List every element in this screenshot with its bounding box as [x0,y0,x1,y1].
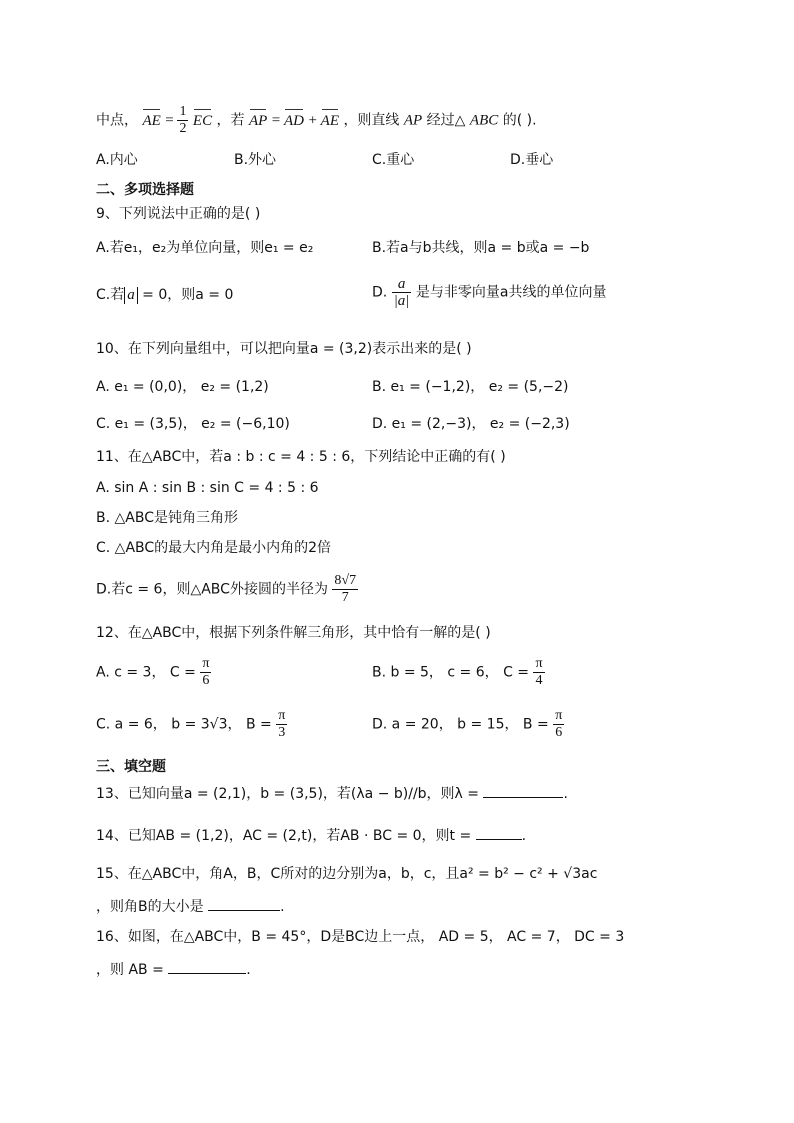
triangle-abc: ABC [469,112,499,129]
q8-suffix-2: 经过△ [426,112,466,129]
circumradius-fraction [332,573,358,606]
angle-fraction [276,708,287,741]
q11-option-a: A. sin A : sin B : sin C = 4 : 5 : 6 [96,480,319,496]
q8-suffix-1: ，则直线 [343,112,404,129]
fraction-denominator: |a| [393,293,410,309]
angle-fraction [533,656,544,689]
q8-stem-tail [96,104,537,137]
q10-option-d: D. e₁ = (2,−3)， e₂ = (−2,3) [372,416,570,432]
q12-option-a [96,656,211,689]
fraction-numerator: π [535,656,543,671]
period: . [280,899,285,915]
q8-option-d: D.垂心 [510,152,554,168]
vector-ad: AD [283,112,304,129]
q16-text: ，则 AB = [96,962,164,978]
q9-option-b: B.若a与b共线，则a = b或a = −b [372,240,590,256]
fraction-numerator: 8√7 [334,573,357,588]
q8-option-a: A.内心 [96,152,138,168]
vector-ae: AE [142,112,161,129]
q12-c-prefix: C. a = 6， b = 3√3， B = [96,716,272,733]
q16-answer-blank[interactable] [168,959,246,974]
q14 [96,825,526,846]
q12-option-b [372,656,545,689]
q15-line-2 [96,896,285,917]
q9-d-suffix: 是与非零向量a共线的单位向量 [415,284,607,301]
fraction-numerator: a [392,276,412,293]
q8-prefix: 中点， [96,112,138,129]
q9-option-c [96,284,233,304]
fraction-numerator: π [278,708,286,723]
q12-a-prefix: A. c = 3， C = [96,664,196,681]
angle-fraction [553,708,564,741]
q9-c-suffix: = 0，则a = 0 [137,287,234,303]
q13-answer-blank[interactable] [483,783,563,798]
fraction-denominator: 6 [202,673,210,688]
q12-stem: 12、在△ABC中，根据下列条件解三角形，其中恰有一解的是( ) [96,625,491,641]
q12-d-prefix: D. a = 20， b = 15， B = [372,716,549,733]
equals-sign: = [271,112,284,129]
q15-line-1: 15、在△ABC中，角A，B，C所对的边分别为a，b，c，且a² = b² − c² + √3ac [96,866,598,882]
q9-c-prefix: C.若 [96,287,125,303]
q12-option-d [372,708,564,741]
q11-option-d [96,573,358,606]
period: . [521,828,527,844]
q10-stem: 10、在下列向量组中，可以把向量a = (3,2)表示出来的是( ) [96,341,472,357]
q13-text: 13、已知向量a = (2,1)，b = (3,5)，若(λa − b)//b，则λ = [96,786,480,802]
vector-ec: EC [192,112,213,129]
q11-stem: 11、在△ABC中，若a : b : c = 4 : 5 : 6，下列结论中正确的有( ) [96,449,506,465]
period: . [246,962,251,978]
q9-option-d [372,276,606,309]
q9-d-prefix: D. [372,284,388,301]
q10-option-a: A. e₁ = (0,0)， e₂ = (1,2) [96,379,269,395]
q16-line-2 [96,959,251,980]
q8-mid-text: ，若 [216,112,249,129]
plus-sign: + [308,112,321,129]
vector-ae-2: AE [320,112,339,129]
q12-option-c [96,708,287,741]
fraction-one-half [177,104,188,137]
q8-option-b: B.外心 [234,152,277,168]
q13 [96,783,568,804]
q12-b-prefix: B. b = 5， c = 6， C = [372,664,530,681]
fraction-denominator: 4 [535,673,543,688]
q10-option-c: C. e₁ = (3,5)， e₂ = (−6,10) [96,416,290,432]
section-heading-fill-in: 三、填空题 [96,759,166,775]
fraction-denominator: 6 [555,725,563,740]
q11-option-c: C. △ABC的最大内角是最小内角的2倍 [96,540,332,556]
unit-vector-fraction [392,276,412,309]
line-ap: AP [403,112,423,129]
vector-ap: AP [248,112,268,129]
q10-option-b: B. e₁ = (−1,2)， e₂ = (5,−2) [372,379,569,395]
q11-option-b: B. △ABC是钝角三角形 [96,510,238,526]
q9-option-a: A.若e₁，e₂为单位向量，则e₁ = e₂ [96,240,314,256]
fraction-denominator: 7 [341,590,349,605]
fraction-denominator: 2 [179,121,187,136]
section-heading-multiple-choice: 二、多项选择题 [96,182,194,198]
fraction-denominator: 3 [278,725,286,740]
fraction-numerator: 1 [179,104,187,119]
q14-answer-blank[interactable] [476,825,522,840]
q14-text: 14、已知AB = (1,2)，AC = (2,t)，若AB · BC = 0，则t = [96,828,472,844]
q8-suffix-3: 的( ). [502,112,537,129]
q11-d-prefix: D.若c = 6，则△ABC外接圆的半径为 [96,581,328,598]
abs-vector-a: a [124,287,138,304]
equals-sign: = [165,112,178,129]
q16-line-1: 16、如图，在△ABC中，B = 45°，D是BC边上一点， AD = 5， AC = 7， DC = 3 [96,929,625,945]
period: . [563,786,568,802]
fraction-numerator: π [555,708,563,723]
fraction-numerator: π [202,656,210,671]
q15-answer-blank[interactable] [208,896,280,911]
q8-option-c: C.重心 [372,152,415,168]
q15-text: ，则角B的大小是 [96,899,204,915]
q9-stem: 9、下列说法中正确的是( ) [96,206,261,222]
angle-fraction [200,656,211,689]
